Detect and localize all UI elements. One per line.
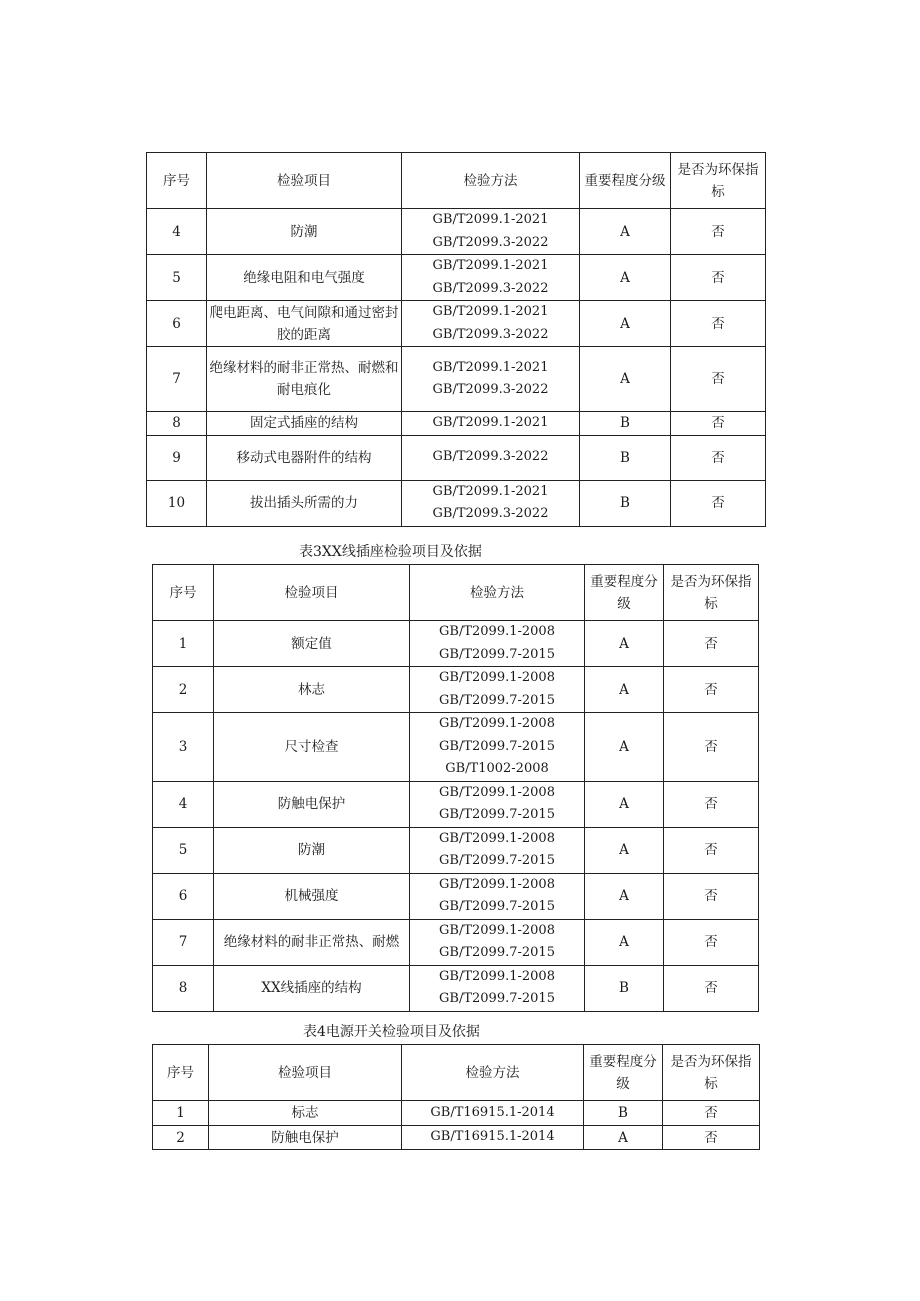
seq-cell: 9 <box>147 435 207 480</box>
method-standard: GB/T2099.3-2022 <box>432 382 549 397</box>
table-row <box>153 919 759 965</box>
grade-cell: B <box>584 1101 663 1126</box>
item-cell: 机械强度 <box>214 873 410 919</box>
table-3-caption: 表3XX线插座检验项目及依据 <box>299 544 482 560</box>
item-cell: 移动式电器附件的结构 <box>207 435 402 480</box>
header-seq: 序号 <box>147 153 207 209</box>
item-cell: 林志 <box>214 667 410 713</box>
table-row <box>147 209 766 255</box>
grade-cell: A <box>585 873 664 919</box>
table-2-continued <box>146 152 766 527</box>
method-cell <box>402 255 580 301</box>
env-cell: 否 <box>664 965 759 1011</box>
method-cell <box>410 965 585 1011</box>
grade-cell: B <box>580 480 671 526</box>
method-standard: GB/T2099.7-2015 <box>439 991 555 1006</box>
grade-cell: A <box>580 255 671 301</box>
env-cell: 否 <box>664 827 759 873</box>
table-row <box>153 713 759 782</box>
seq-cell: 1 <box>153 621 214 667</box>
item-cell: 固定式插座的结构 <box>207 412 402 436</box>
seq-cell: 1 <box>153 1101 209 1126</box>
env-cell: 否 <box>671 347 766 412</box>
seq-cell: 6 <box>153 873 214 919</box>
method-cell <box>410 873 585 919</box>
header-seq: 序号 <box>153 1045 209 1101</box>
method-standard: GB/T2099.1-2021 <box>432 483 549 499</box>
method-standard: GB/T16915.1-2014 <box>430 1129 555 1145</box>
env-cell: 否 <box>664 919 759 965</box>
seq-cell: 2 <box>153 667 214 713</box>
method-standard: GB/T2099.3-2022 <box>432 280 549 296</box>
table-4 <box>152 1044 760 1150</box>
method-standard: GB/T2099.1-2008 <box>439 624 555 639</box>
table-row <box>147 301 766 347</box>
grade-cell: A <box>585 621 664 667</box>
grade-cell: A <box>585 827 664 873</box>
method-cell <box>410 919 585 965</box>
header-method: 检验方法 <box>402 153 580 209</box>
header-row <box>153 1045 760 1101</box>
item-cell: 尺寸检查 <box>214 713 410 782</box>
method-cell <box>402 435 580 480</box>
method-cell <box>410 621 585 667</box>
header-method: 检验方法 <box>410 565 585 621</box>
header-grade: 重要程度分级 <box>580 153 671 209</box>
header-item: 检验项目 <box>209 1045 402 1101</box>
method-standard: GB/T2099.7-2015 <box>439 853 555 868</box>
grade-cell: B <box>580 435 671 480</box>
table-row <box>153 667 759 713</box>
method-standard: GB/T2099.1-2008 <box>439 968 555 984</box>
table-row <box>147 347 766 412</box>
method-standard: GB/T2099.7-2015 <box>439 646 555 662</box>
seq-cell: 5 <box>153 827 214 873</box>
method-cell <box>410 827 585 873</box>
seq-cell: 10 <box>147 480 207 526</box>
item-cell: XX线插座的结构 <box>214 965 410 1011</box>
seq-cell: 5 <box>147 255 207 301</box>
env-cell: 否 <box>664 873 759 919</box>
method-standard: GB/T2099.3-2022 <box>432 506 549 521</box>
header-item: 检验项目 <box>214 565 410 621</box>
method-cell <box>410 713 585 782</box>
table-row <box>153 965 759 1011</box>
table-row <box>147 412 766 436</box>
header-row <box>153 565 759 621</box>
method-cell <box>410 667 585 713</box>
method-standard: GB/T2099.1-2021 <box>432 258 549 273</box>
env-cell: 否 <box>671 209 766 255</box>
grade-cell: A <box>580 347 671 412</box>
method-standard: GB/T2099.7-2015 <box>439 899 555 914</box>
grade-cell: A <box>585 781 664 827</box>
method-standard: GB/T2099.7-2015 <box>439 738 555 754</box>
table-3 <box>152 564 759 1012</box>
method-standard: GB/T2099.7-2015 <box>439 945 555 960</box>
method-standard: GB/T2099.3-2022 <box>432 449 549 465</box>
grade-cell: A <box>580 209 671 255</box>
env-cell: 否 <box>671 480 766 526</box>
table-4-caption: 表4电源开关检验项目及依据 <box>303 1024 480 1040</box>
method-standard: GB/T16915.1-2014 <box>430 1104 555 1120</box>
env-cell: 否 <box>664 713 759 782</box>
table-row <box>153 873 759 919</box>
method-cell <box>402 1101 584 1126</box>
item-cell: 防触电保护 <box>209 1126 402 1150</box>
method-standard: GB/T2099.1-2021 <box>432 415 549 430</box>
method-cell <box>402 347 580 412</box>
method-standard: GB/T2099.7-2015 <box>439 692 555 708</box>
item-cell: 防触电保护 <box>214 781 410 827</box>
grade-cell: A <box>580 301 671 347</box>
seq-cell: 8 <box>153 965 214 1011</box>
method-standard: GB/T2099.3-2022 <box>432 326 549 342</box>
table-row <box>153 1101 760 1126</box>
item-cell: 爬电距离、电气间隙和通过密封胶的距离 <box>207 301 402 347</box>
seq-cell: 7 <box>153 919 214 965</box>
header-grade: 重要程度分级 <box>584 1045 663 1101</box>
header-env: 是否为环保指标 <box>671 153 766 209</box>
method-standard: GB/T2099.1-2021 <box>432 212 549 227</box>
env-cell: 否 <box>664 621 759 667</box>
table-row <box>153 827 759 873</box>
seq-cell: 4 <box>153 781 214 827</box>
method-standard: GB/T2099.1-2008 <box>439 784 555 800</box>
grade-cell: A <box>585 919 664 965</box>
seq-cell: 4 <box>147 209 207 255</box>
seq-cell: 2 <box>153 1126 209 1150</box>
header-seq: 序号 <box>153 565 214 621</box>
method-cell <box>402 301 580 347</box>
method-standard: GB/T2099.1-2008 <box>439 922 555 938</box>
header-env: 是否为环保指标 <box>664 565 759 621</box>
seq-cell: 6 <box>147 301 207 347</box>
item-cell: 绝缘材料的耐非正常热、耐燃 <box>214 919 410 965</box>
method-cell <box>402 209 580 255</box>
method-standard: GB/T2099.1-2021 <box>432 304 549 319</box>
env-cell: 否 <box>664 781 759 827</box>
method-cell <box>402 412 580 436</box>
header-grade: 重要程度分级 <box>585 565 664 621</box>
grade-cell: B <box>580 412 671 436</box>
table-row <box>147 435 766 480</box>
header-env: 是否为环保指标 <box>663 1045 760 1101</box>
grade-cell: A <box>585 713 664 782</box>
header-method: 检验方法 <box>402 1045 584 1101</box>
header-row <box>147 153 766 209</box>
table-row <box>153 1126 760 1150</box>
grade-cell: B <box>585 965 664 1011</box>
method-standard: GB/T2099.1-2021 <box>432 359 549 375</box>
method-standard: GB/T1002-2008 <box>445 761 549 776</box>
item-cell: 拔出插头所需的力 <box>207 480 402 526</box>
method-cell <box>402 480 580 526</box>
seq-cell: 7 <box>147 347 207 412</box>
method-cell <box>410 781 585 827</box>
method-standard: GB/T2099.1-2008 <box>439 876 555 892</box>
env-cell: 否 <box>664 667 759 713</box>
method-standard: GB/T2099.7-2015 <box>439 807 555 822</box>
item-cell: 防潮 <box>214 827 410 873</box>
item-cell: 额定值 <box>214 621 410 667</box>
env-cell: 否 <box>671 301 766 347</box>
grade-cell: A <box>585 667 664 713</box>
env-cell: 否 <box>663 1101 760 1126</box>
method-standard: GB/T2099.1-2008 <box>439 716 555 731</box>
env-cell: 否 <box>663 1126 760 1150</box>
item-cell: 标志 <box>209 1101 402 1126</box>
item-cell: 防潮 <box>207 209 402 255</box>
method-cell <box>402 1126 584 1150</box>
seq-cell: 3 <box>153 713 214 782</box>
table-row <box>153 781 759 827</box>
env-cell: 否 <box>671 255 766 301</box>
item-cell: 绝缘材料的耐非正常热、耐燃和耐电痕化 <box>207 347 402 412</box>
method-standard: GB/T2099.1-2008 <box>439 830 555 846</box>
item-cell: 绝缘电阻和电气强度 <box>207 255 402 301</box>
grade-cell: A <box>584 1126 663 1150</box>
method-standard: GB/T2099.3-2022 <box>432 234 549 250</box>
method-standard: GB/T2099.1-2008 <box>439 670 555 685</box>
seq-cell: 8 <box>147 412 207 436</box>
table-row <box>153 621 759 667</box>
table-row <box>147 480 766 526</box>
env-cell: 否 <box>671 412 766 436</box>
header-item: 检验项目 <box>207 153 402 209</box>
table-row <box>147 255 766 301</box>
env-cell: 否 <box>671 435 766 480</box>
